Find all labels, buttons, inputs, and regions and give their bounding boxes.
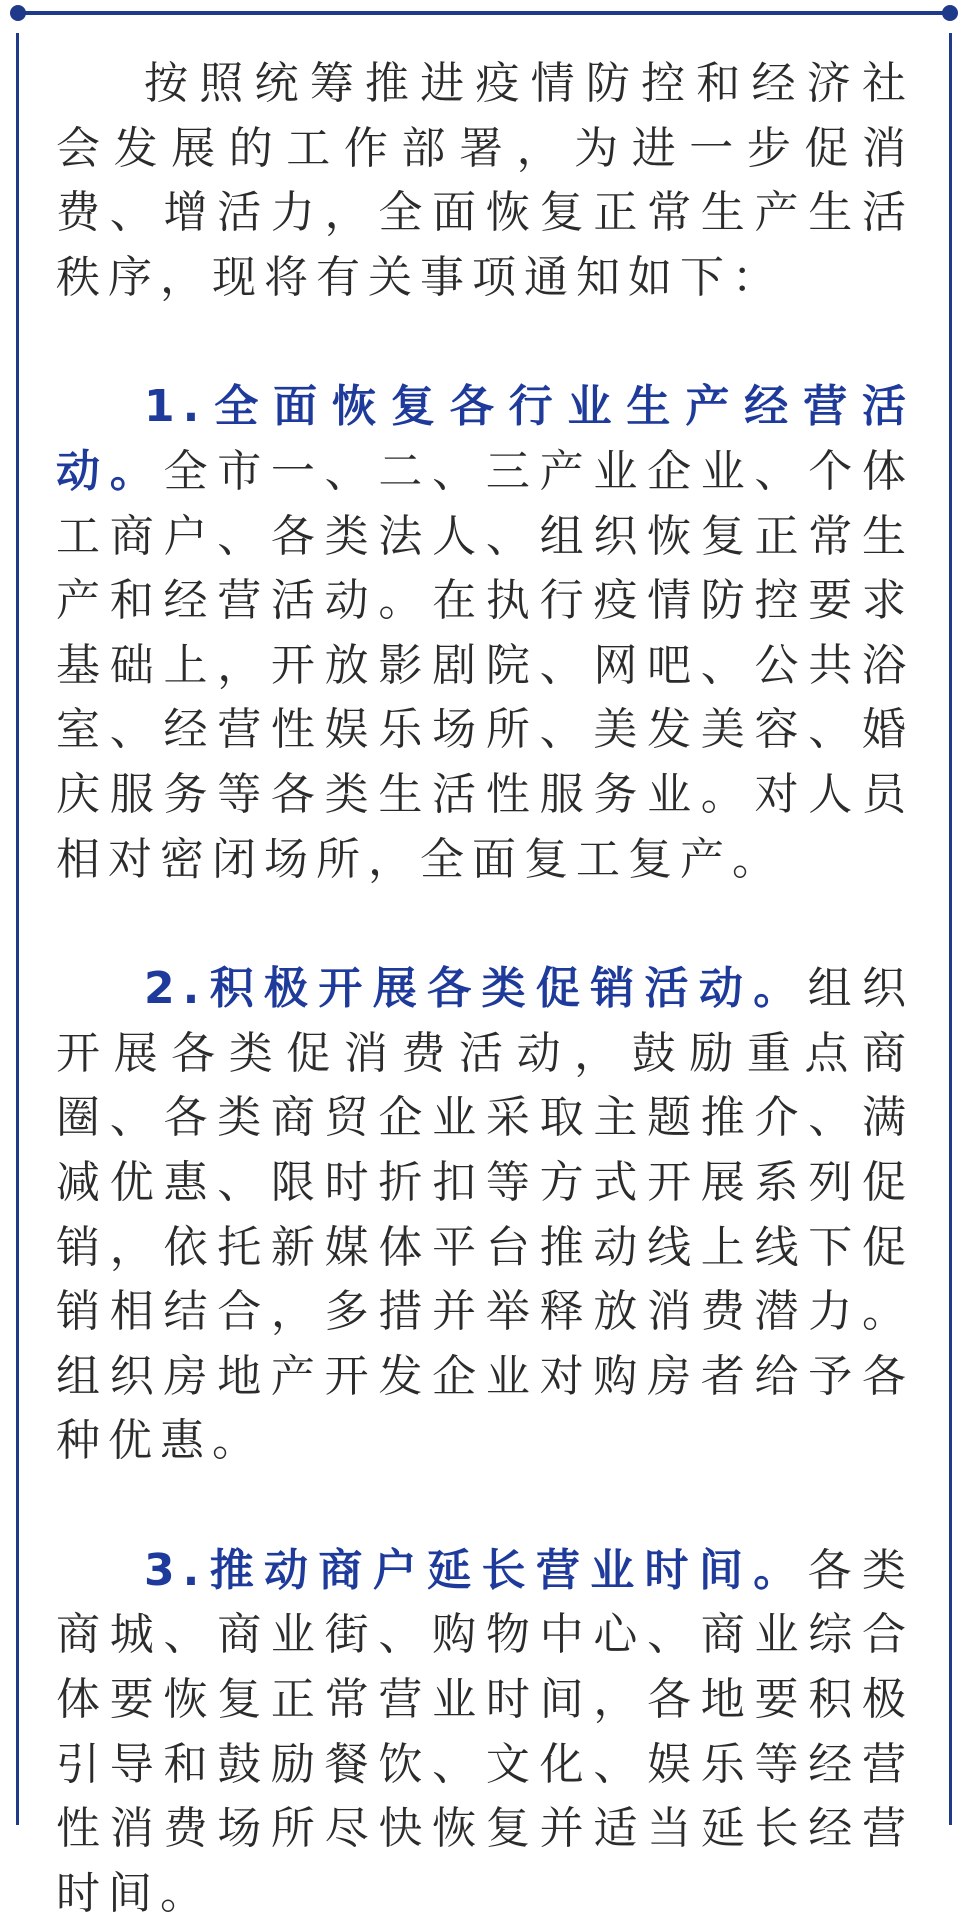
section-1-body: 全市一、二、三产业企业、个体工商户、各类法人、组织恢复正常生产和经营活动。在执行疫情防控要求基础上，开放影剧院、网吧、公共浴室、经营性娱乐场所、美发美容、婚庆服务等各类生活性服务业。对人员相对密闭场所，全面复工复产。 [56, 445, 915, 885]
section-1-heading: 1.全面恢复各行业生产经营活动。 [56, 381, 914, 497]
intro-paragraph: 按照统筹推进疫情防控和经济社会发展的工作部署，为进一步促消费、增活力，全面恢复正常生产生活秩序，现将有关事项通知如下： [56, 58, 914, 303]
section-2-body: 组织开展各类促消费活动，鼓励重点商圈、各类商贸企业采取主题推介、满减优惠、限时折扣等方式开展系列促销，依托新媒体平台推动线上线下促销相结合，多措并举释放消费潜力。组织房地产开发企业对购房者给予各种优惠。 [56, 963, 914, 1467]
section-1 [56, 375, 914, 892]
section-3 [56, 1539, 914, 1926]
top-border-line [18, 11, 950, 15]
corner-dot-left-icon [10, 5, 26, 21]
section-2-heading: 2.积极开展各类促销活动。 [144, 963, 808, 1015]
section-2 [56, 957, 914, 1474]
notice-content [56, 52, 914, 1926]
section-3-heading: 3.推动商户延长营业时间。 [144, 1544, 808, 1596]
corner-dot-right-icon [942, 5, 958, 21]
section-3-body: 各类商城、商业街、购物中心、商业综合体要恢复正常营业时间，各地要积极引导和鼓励餐饮、文化、娱乐等经营性消费场所尽快恢复并适当延长经营时间。 [56, 1544, 914, 1919]
right-border-line [949, 33, 952, 1825]
left-border-line [16, 33, 19, 1825]
